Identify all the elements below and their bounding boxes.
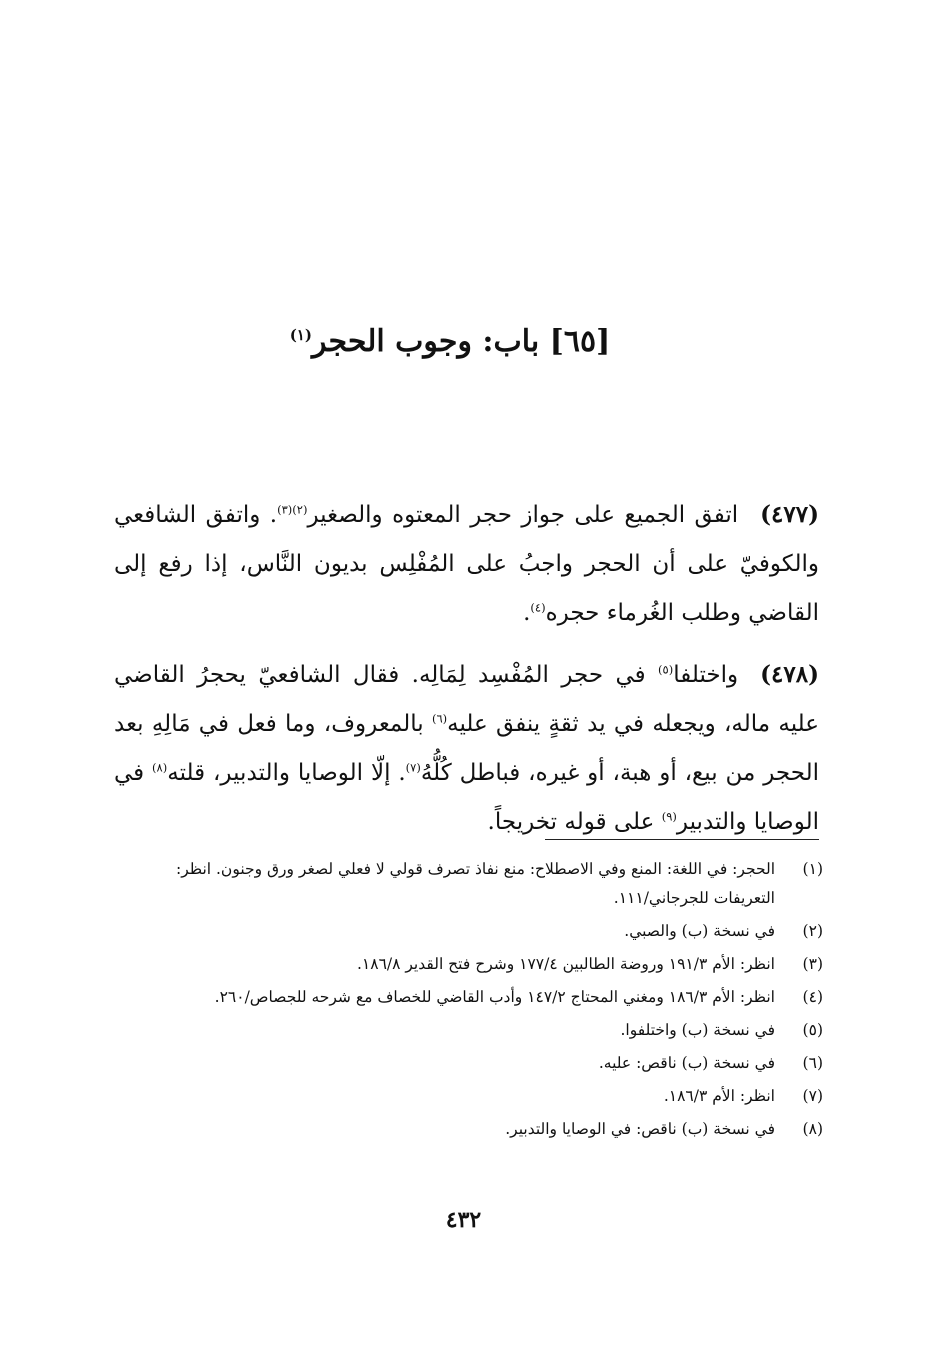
paragraph-text: . [523, 600, 531, 626]
paragraph-number: (٤٧٧) [760, 501, 819, 528]
paragraph-text: . واتفق الشافعي والكوفيّ على أن الحجر واجبُ على المُفْلِس بديون النَّاس، إذا رفع إلى القاضي وطلب الغُرماء حجره [114, 502, 819, 626]
footnote-number: (٣) [802, 955, 823, 973]
footnote-number: (٢) [802, 922, 823, 940]
footnote-item [133, 855, 823, 913]
paragraph-text: واختلفا [673, 662, 739, 688]
body-text [114, 490, 819, 859]
footnote-text: انظر: الأم ١٩١/٣ وروضة الطالبين ١٧٧/٤ وشرح فتح القدير ١٨٦/٨. [356, 955, 775, 973]
footnote-item [133, 1115, 823, 1144]
paragraph-477 [114, 490, 819, 638]
page-number: ٤٣٢ [445, 1207, 482, 1233]
footnote-number: (١) [802, 860, 823, 878]
chapter-title [140, 322, 760, 362]
footnote-ref: (٨) [152, 760, 168, 775]
paragraph-text: . إلّا الوصايا والتدبير، قلته [167, 760, 406, 786]
chapter-number: [٦٥] [549, 324, 611, 359]
footnote-number: (٨) [802, 1120, 823, 1138]
paragraph-text: اتفق الجميع على جواز حجر المعتوه والصغير [307, 502, 739, 528]
footnote-ref: (٩) [661, 809, 677, 824]
chapter-footnote-ref: (١) [289, 326, 312, 344]
footnote-number: (٧) [802, 1087, 823, 1105]
footnote-item [133, 917, 823, 946]
paragraph-text: على قوله تخريجاً. [487, 809, 662, 835]
footnote-ref: (٤) [530, 600, 546, 615]
paragraph-478 [114, 650, 819, 847]
footnote-text: انظر: الأم ١٨٦/٣. [663, 1087, 775, 1105]
paragraph-text: في الوصايا والتدبير [114, 760, 819, 835]
paragraph-number: (٤٧٨) [760, 661, 819, 688]
footnote-ref: (٥) [658, 662, 674, 677]
footnote-ref: (٢)(٣) [277, 502, 308, 517]
footnote-item [133, 1049, 823, 1078]
footnote-text: في نسخة (ب) ناقص: في الوصايا والتدبير. [505, 1120, 775, 1138]
paragraph-text: بالمعروف، وما فعل في مَالِهِ بعد الحجر من بيع، أو هبة، أو غيره، فباطل كُلُّهُ [114, 711, 819, 786]
footnote-text: في نسخة (ب) والصبي. [624, 922, 775, 940]
footnotes-list [133, 855, 823, 1148]
footnote-item [133, 1016, 823, 1045]
footnote-number: (٥) [802, 1021, 823, 1039]
footnote-text: في نسخة (ب) ناقص: عليه. [598, 1054, 775, 1072]
footnote-separator [545, 839, 819, 840]
footnote-text: في نسخة (ب) واختلفوا. [620, 1021, 775, 1039]
footnote-number: (٤) [802, 988, 823, 1006]
footnote-item [133, 950, 823, 979]
footnote-item [133, 1082, 823, 1111]
chapter-title-text: باب: وجوب الحجر [311, 324, 540, 359]
footnote-number: (٦) [802, 1054, 823, 1072]
paragraph-text: في حجر المُفْسِد لِمَالِه. فقال الشافعيّ يحجرُ القاضي عليه ماله، ويجعله في يد ثقةٍ ينفق عليه [114, 662, 819, 737]
footnote-ref: (٧) [405, 760, 421, 775]
footnote-text: انظر: الأم ١٨٦/٣ ومغني المحتاج ١٤٧/٢ وأدب القاضي للخصاف مع شرحه للجصاص/٢٦٠. [214, 988, 775, 1006]
footnote-item [133, 983, 823, 1012]
footnote-ref: (٦) [431, 711, 448, 726]
footnote-text: الحجر: في اللغة: المنع وفي الاصطلاح: منع نفاذ تصرف قولي لا فعلي لصغر ورق وجنون. انظر: التعريفات للجرجاني/١١١. [175, 860, 775, 907]
